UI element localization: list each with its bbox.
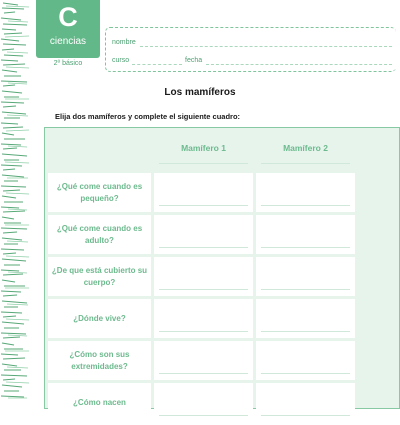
decorative-spine [0,0,30,400]
table-row [48,299,355,338]
spine-pattern [0,0,30,400]
row-question: ¿Qué come cuando es adulto? [48,215,151,254]
name-label: nombre [112,39,136,46]
answer-cell-mammal-2[interactable] [256,383,355,422]
answer-cell-mammal-1[interactable] [154,341,253,380]
course-field[interactable] [132,64,182,65]
row-question: ¿Qué come cuando es pequeño? [48,173,151,212]
table-row [48,341,355,380]
column-header-mammal-2 [256,131,355,170]
column-header-label: Mamífero 2 [283,142,328,153]
table-header-row [48,131,355,170]
column-header-mammal-1 [154,131,253,170]
grade-label: 2º básico [53,60,83,67]
date-label: fecha [185,57,203,64]
name-field[interactable] [140,46,392,47]
answer-cell-mammal-2[interactable] [256,173,355,212]
table-row [48,173,355,212]
row-question: ¿De que está cubierto su cuerpo? [48,257,151,296]
answer-cell-mammal-1[interactable] [154,383,253,422]
table-row [48,215,355,254]
page-title: Los mamíferos [164,87,236,98]
answer-cell-mammal-1[interactable] [154,173,253,212]
subject-name: ciencias [49,36,87,47]
mammal-table [44,127,400,409]
instruction-text: Elija dos mamíferos y complete el siguiente cuadro: [55,112,241,121]
answer-cell-mammal-1[interactable] [154,215,253,254]
table-row [48,257,355,296]
row-question: ¿Cómo son sus extremidades? [48,341,151,380]
student-info-box [105,27,396,72]
row-question: ¿Cómo nacen [48,383,151,422]
answer-cell-mammal-2[interactable] [256,299,355,338]
answer-cell-mammal-2[interactable] [256,215,355,254]
row-question: ¿Dónde vive? [48,299,151,338]
date-field[interactable] [206,64,392,65]
table-row [48,383,355,422]
answer-cell-mammal-2[interactable] [256,341,355,380]
table-corner [48,131,151,170]
course-label: curso [112,57,130,64]
subject-tab [36,0,100,58]
subject-letter: C [58,2,78,32]
answer-cell-mammal-1[interactable] [154,257,253,296]
answer-cell-mammal-1[interactable] [154,299,253,338]
answer-cell-mammal-2[interactable] [256,257,355,296]
column-header-label: Mamífero 1 [181,142,226,153]
